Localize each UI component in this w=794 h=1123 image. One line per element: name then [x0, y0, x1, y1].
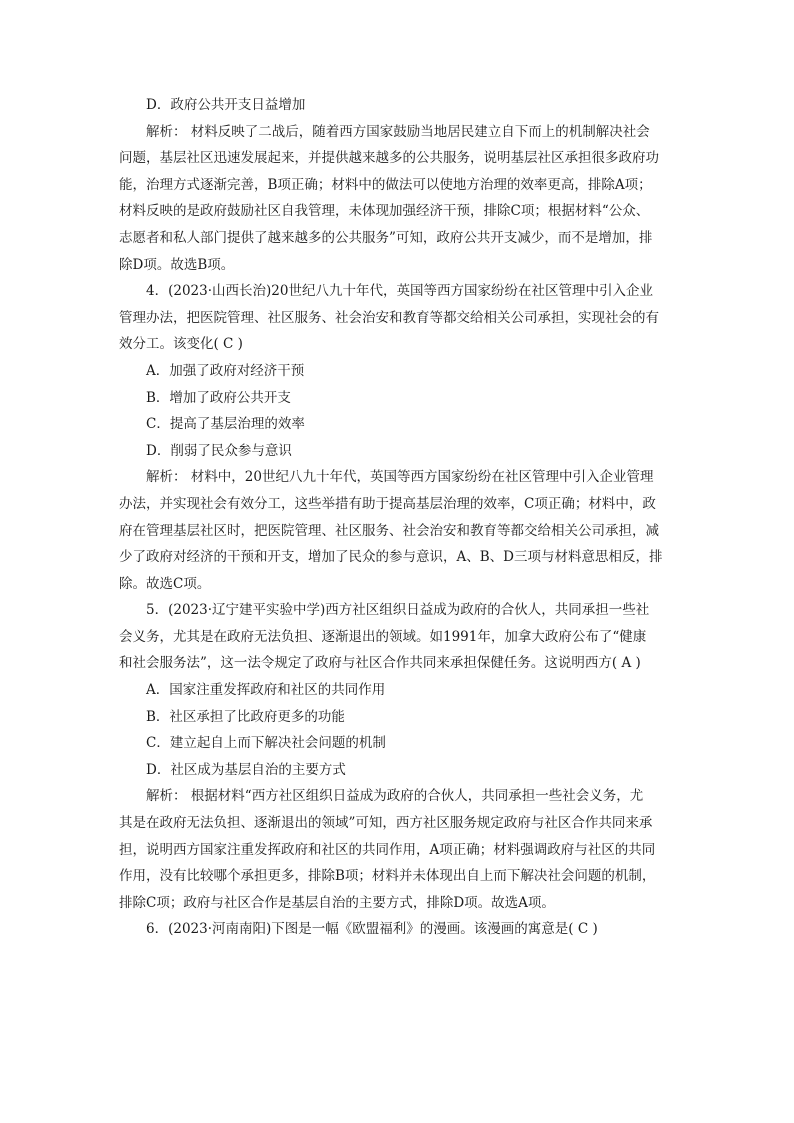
q4-option-b: B．增加了政府公共开支: [146, 389, 291, 406]
q5-stem-line: 5．(2023·辽宁建平实验中学)西方社区组织日益成为政府的合伙人，共同承担一些社: [146, 602, 650, 619]
document-body: [119, 92, 675, 943]
q3-analysis-line: 问题，基层社区迅速发展起来，并提供越来越多的公共服务，说明基层社区承担很多政府功: [119, 150, 659, 167]
q4-analysis-line: 少了政府对经济的干预和开支，增加了民众的参与意识，A、B、D三项与材料意思相反，排: [119, 549, 663, 566]
q5-option-a: A．国家注重发挥政府和社区的共同作用: [146, 682, 386, 699]
q4-option-c: C．提高了基层治理的效率: [146, 416, 305, 433]
q5-stem-line: 和社会服务法”，这一法令规定了政府与社区合作共同来承担保健任务。这说明西方( A ): [119, 655, 641, 672]
q4-stem-line: 4．(2023·山西长治)20世纪八九十年代，英国等西方国家纷纷在社区管理中引入企业: [146, 283, 653, 300]
q6-stem: [119, 916, 675, 943]
q5-analysis-line: 担，说明西方国家注重发挥政府和社区的共同作用，A项正确；材料强调政府与社区的共同: [119, 841, 656, 858]
q4-analysis-line: 解析： 材料中，20世纪八九十年代，英国等西方国家纷纷在社区管理中引入企业管理: [146, 469, 654, 486]
q5-option-d: D．社区成为基层自治的主要方式: [146, 761, 346, 778]
q5-option-c: C．建立起自上而下解决社会问题的机制: [146, 735, 386, 752]
q3-analysis-line: 除D项。故选B项。: [119, 256, 235, 273]
q3-analysis-line: 解析： 材料反映了二战后，随着西方国家鼓励当地居民建立自下而上的机制解决社会: [146, 123, 650, 140]
q5-stem: [119, 597, 675, 677]
q6-stem-line: 6．(2023·河南南阳)下图是一幅《欧盟福利》的漫画。该漫画的寓意是( C ): [146, 921, 598, 938]
q5-analysis-line: 排除C项；政府与社区合作是基层自治的主要方式，排除D项。故选A项。: [119, 894, 555, 911]
q5-analysis: [119, 783, 675, 916]
q5-analysis-line: 解析： 根据材料“西方社区组织日益成为政府的合伙人，共同承担一些社会义务，尤: [146, 788, 644, 805]
q4-option-d: D．削弱了民众参与意识: [146, 442, 292, 459]
q4-stem: [119, 278, 675, 358]
q3-option-d: D．政府公共开支日益增加: [146, 97, 306, 113]
q4-analysis-line: 府在管理基层社区时，把医院管理、社区服务、社会治安和教育等都交给相关公司承担，减: [119, 522, 659, 539]
q4-stem-line: 管理办法，把医院管理、社区服务、社会治安和教育等都交给相关公司承担，实现社会的有: [119, 309, 659, 326]
q5-analysis-line: 作用，没有比较哪个承担更多，排除B项；材料并未体现出自上而下解决社会问题的机制，: [119, 868, 656, 885]
q5-stem-line: 会义务，尤其是在政府无法负担、逐渐退出的领域。如1991年，加拿大政府公布了“健康: [119, 628, 647, 645]
q3-analysis-line: 能，治理方式逐渐完善，B项正确；材料中的做法可以使地方治理的效率更高，排除A项；: [119, 176, 652, 193]
q3-analysis: [119, 119, 675, 279]
q4-analysis-line: 除。故选C项。: [119, 575, 211, 592]
q3-analysis-line: 材料反映的是政府鼓励社区自我管理，未体现加强经济干预，排除C项；根据材料“公众、: [119, 203, 650, 220]
q5-analysis-line: 其是在政府无法负担、逐渐退出的领域”可知，西方社区服务规定政府与社区合作共同来承: [119, 815, 653, 832]
q4-analysis-line: 办法，并实现社会有效分工，这些举措有助于提高基层治理的效率，C项正确；材料中，政: [119, 495, 656, 512]
q3-analysis-line: 志愿者和私人部门提供了越来越多的公共服务”可知，政府公共开支减少，而不是增加，排: [119, 229, 653, 246]
q5-option-b: B．社区承担了比政府更多的功能: [146, 708, 345, 725]
q4-analysis: [119, 464, 675, 597]
q4-option-a: A．加强了政府对经济干预: [146, 362, 305, 379]
q4-stem-line: 效分工。该变化( C ): [119, 336, 243, 353]
